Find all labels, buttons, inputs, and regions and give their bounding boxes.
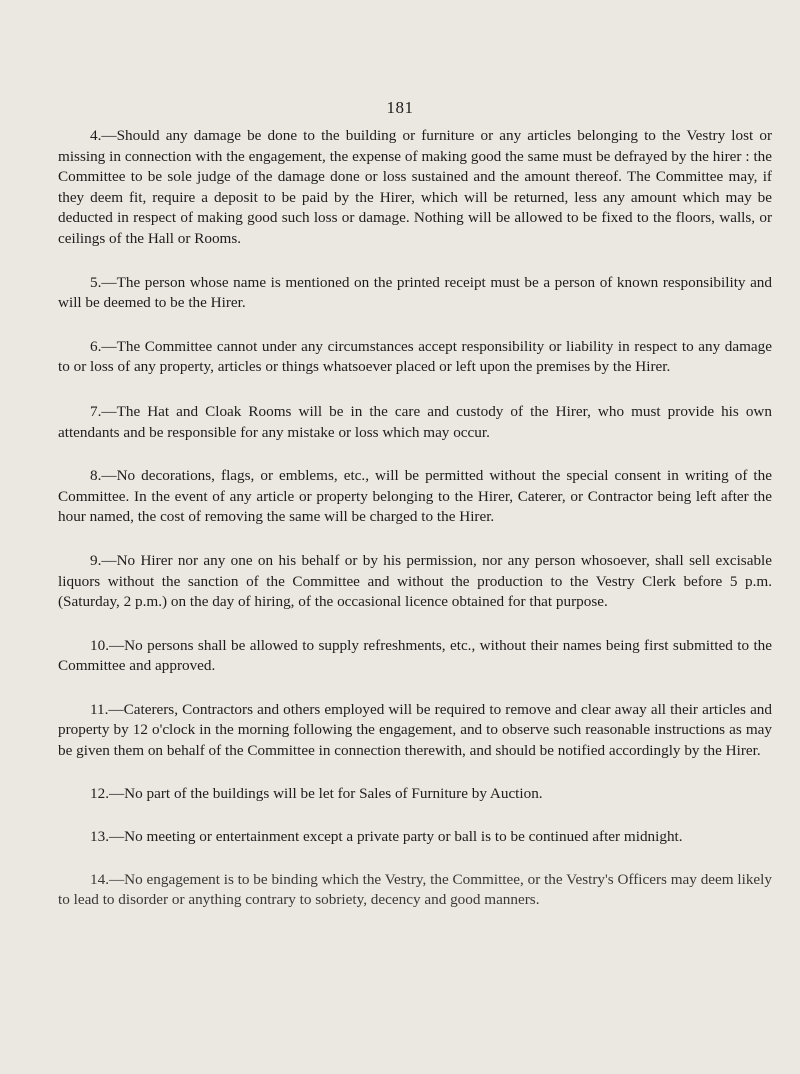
rule-paragraph-10: 10.—No persons shall be allowed to supply refreshments, etc., without their names being first submitted to the Committee and approved.: [58, 636, 772, 675]
rule-paragraph-12: 12.—No part of the buildings will be let for Sales of Furniture by Auction.: [90, 784, 543, 802]
rule-paragraph-6: 6.—The Committee cannot under any circumstances accept responsibility or liability in respect to any damage to or loss of any property, articles or things whatsoever placed or left upon the premises by the Hirer.: [58, 337, 772, 376]
rule-paragraph-14: 14.—No engagement is to be binding which the Vestry, the Committee, or the Vestry's Officers may deem likely to lead to disorder or anything contrary to sobriety, decency and good manners.: [58, 870, 772, 909]
rules-list: [58, 126, 772, 911]
rule-paragraph-8: 8.—No decorations, flags, or emblems, etc., will be permitted without the special consent in writing of the Committee. In the event of any article or property belonging to the Hirer, Caterer, or Contractor being left after the hour named, the cost of removing the same will be charged to the Hirer.: [58, 467, 772, 526]
rule-paragraph-4: 4.—Should any damage be done to the building or furniture or any articles belonging to the Vestry lost or missing in connection with the engagement, the expense of making good the same must be defrayed by the hirer : the Committee to be sole judge of the damage done or loss sustained and the amount thereof. The Committee may, if they deem fit, require a deposit to be paid by the Hirer, which will be returned, less any amount which may be deducted in respect of making good such loss or damage. Nothing will be allowed to be fixed to the floors, walls, or ceilings of the Hall or Rooms.: [58, 127, 772, 247]
page-number: 181: [386, 98, 414, 117]
rule-paragraph-13: 13.—No meeting or entertainment except a private party or ball is to be continued after midnight.: [90, 828, 683, 846]
rule-paragraph-5: 5.—The person whose name is mentioned on the printed receipt must be a person of known responsibility and will be deemed to be the Hirer.: [58, 273, 772, 312]
rule-paragraph-9: 9.—No Hirer nor any one on his behalf or by his permission, nor any person whosoever, shall sell excisable liquors without the sanction of the Committee and without the production to the Vestry Clerk before 5 p.m. (Saturday, 2 p.m.) on the day of hiring, of the occasional licence obtained for that purpose.: [58, 551, 772, 611]
rule-paragraph-7: 7.—The Hat and Cloak Rooms will be in the care and custody of the Hirer, who must provide his own attendants and be responsible for any mistake or loss which may occur.: [58, 402, 772, 441]
rule-paragraph-11: 11.—Caterers, Contractors and others employed will be required to remove and clear away all their articles and property by 12 o'clock in the morning following the engagement, and to observe such reasonable instructions as may be given them on behalf of the Committee in connection therewith, and should be notified accordingly by the Hirer.: [58, 700, 772, 760]
